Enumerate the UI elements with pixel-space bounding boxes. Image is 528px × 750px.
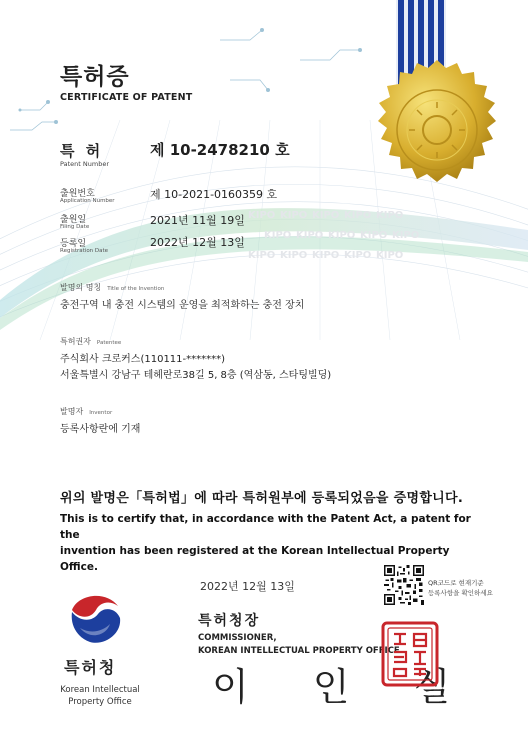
svg-text:KIPO: KIPO (248, 250, 276, 261)
official-seal-stamp (380, 620, 440, 688)
svg-text:KIPO: KIPO (376, 210, 404, 221)
invention-title-label-en: Title of the Invention (107, 286, 165, 292)
patent-number-label-en: Patent Number (60, 160, 110, 168)
registration-date-label-en: Registration Date (60, 248, 109, 254)
patent-number-label: 특 허 (60, 142, 104, 160)
svg-text:KIPO: KIPO (376, 250, 404, 261)
invention-title-label: 발명의 명칭 (60, 283, 102, 292)
invention-title-value: 충전구역 내 충전 시스템의 운영을 최적화하는 충전 장치 (60, 300, 305, 311)
office-name-en (50, 684, 150, 708)
issue-date: 2022년 12월 13일 (200, 580, 295, 593)
application-number-label: 출원번호 (60, 189, 95, 199)
svg-text:KIPO: KIPO (296, 230, 324, 241)
qr-caption-line-2: 등록사항을 확인하세요 (428, 589, 493, 597)
svg-text:KIPO: KIPO (344, 210, 372, 221)
application-number-value: 제 10-2021-0160359 호 (150, 188, 278, 201)
svg-text:KIPO: KIPO (264, 230, 292, 241)
patent-number-value: 제 10-2478210 호 (150, 141, 290, 159)
svg-text:KIPO: KIPO (280, 250, 308, 261)
qr-caption (428, 578, 518, 598)
office-name: 특허청 (64, 658, 117, 677)
certification-statement-ko: 위의 발명은「특허법」에 따라 특허원부에 등록되었음을 증명합니다. (60, 491, 464, 506)
qr-caption-line-1: QR코드로 현재기준 (428, 579, 484, 587)
svg-text:KIPO: KIPO (392, 230, 420, 241)
certificate-title-en: CERTIFICATE OF PATENT (60, 92, 193, 103)
office-name-en-line-1: Korean Intellectual (60, 685, 140, 695)
svg-text:KIPO: KIPO (360, 230, 388, 241)
registration-date-label: 등록일 (60, 239, 87, 249)
certificate-title: 특허증 (60, 64, 130, 90)
svg-text:KIPO: KIPO (248, 210, 276, 221)
application-number-label-en: Application Number (60, 198, 115, 204)
certification-line-1: This is to certify that, in accordance with the Patent Act, a patent for the (60, 513, 471, 541)
inventor-heading (60, 406, 112, 417)
gold-seal-icon (362, 55, 512, 205)
kipo-watermark (248, 210, 419, 261)
svg-text:KIPO: KIPO (328, 230, 356, 241)
patentee-label: 특허권자 (60, 337, 91, 346)
commissioner-signature: 이 인 실 (212, 665, 477, 709)
inventor-label: 발명자 (60, 407, 84, 416)
svg-text:KIPO: KIPO (312, 210, 340, 221)
commissioner-title-en-line-2: KOREAN INTELLECTUAL PROPERTY OFFICE (198, 646, 400, 656)
patentee-label-en: Patentee (96, 340, 122, 346)
commissioner-title-en (198, 632, 400, 658)
filing-date-value: 2021년 11월 19일 (150, 214, 245, 227)
inventor-value: 등록사항란에 기재 (60, 424, 141, 435)
filing-date-label: 출원일 (60, 215, 87, 225)
qr-code-icon[interactable] (384, 565, 424, 605)
commissioner-title-en-line-1: COMMISSIONER, (198, 633, 277, 643)
patentee-heading (60, 336, 121, 347)
patentee-address: 서울특별시 강남구 테헤란로38길 5, 8층 (역삼동, 스타팅빌딩) (60, 370, 332, 381)
svg-text:KIPO: KIPO (280, 210, 308, 221)
office-name-en-line-2: Property Office (68, 697, 132, 707)
kipo-taegeuk-logo-icon (66, 588, 126, 648)
filing-date-label-en: Filing Date (60, 224, 90, 230)
registration-date-value: 2022년 12월 13일 (150, 236, 245, 249)
svg-text:KIPO: KIPO (312, 250, 340, 261)
certification-line-2: invention has been registered at the Korean Intellectual Property Office. (60, 545, 450, 573)
inventor-label-en: Inventor (89, 410, 113, 416)
patentee-name: 주식회사 크로커스(110111-*******) (60, 354, 226, 365)
invention-title-heading (60, 282, 164, 293)
svg-text:KIPO: KIPO (344, 250, 372, 261)
commissioner-title: 특허청장 (198, 613, 261, 629)
